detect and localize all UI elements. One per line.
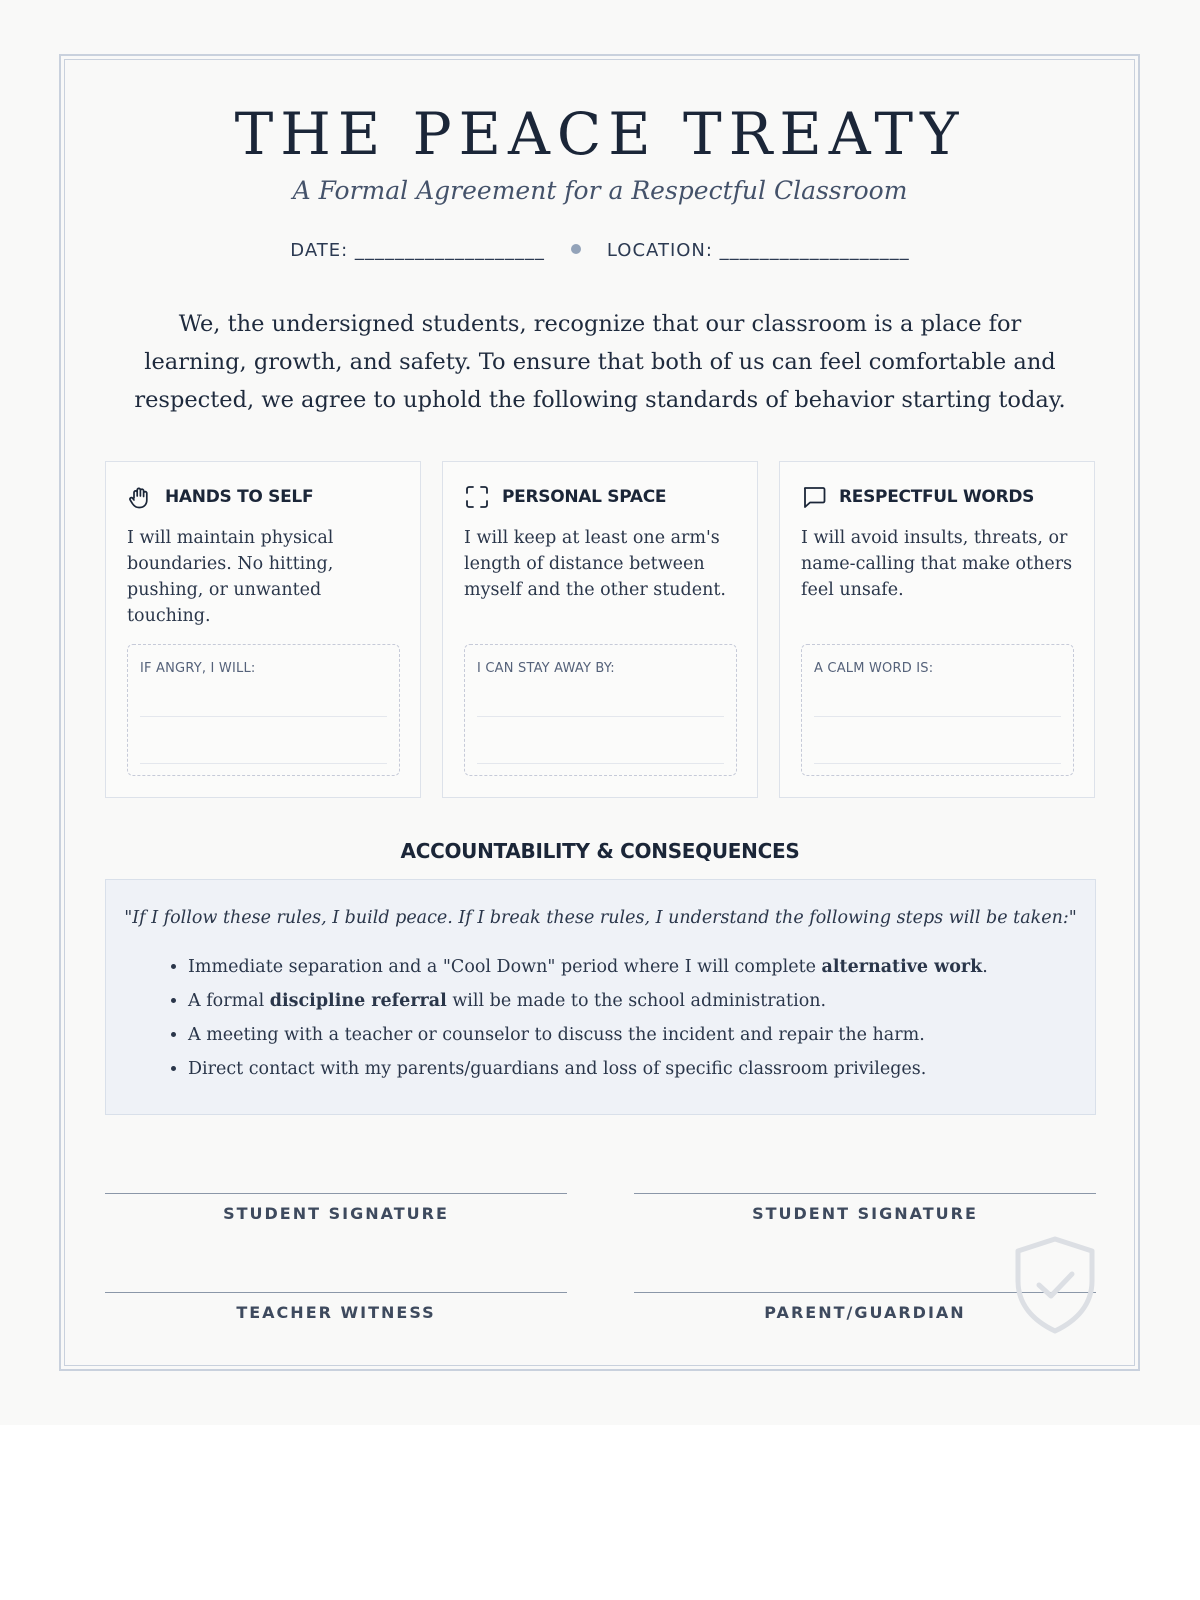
list-item: • A meeting with a teacher or counselor to discuss the incident and repair the harm. bbox=[188, 1022, 988, 1056]
writing-line bbox=[140, 716, 387, 717]
card-text: I will maintain physical boundaries. No hitting, pushing, or unwanted touching. bbox=[127, 528, 334, 626]
card-title: RESPECTFUL WORDS bbox=[839, 487, 1035, 507]
rule-card-hands bbox=[105, 461, 421, 798]
shield-check-icon bbox=[1012, 1235, 1098, 1335]
prompt-label: I CAN STAY AWAY BY: bbox=[477, 661, 615, 676]
meta-line bbox=[0, 240, 1200, 261]
student-signature-line-1[interactable]: STUDENT SIGNATURE bbox=[105, 1193, 567, 1223]
prompt-label: IF ANGRY, I WILL: bbox=[140, 661, 256, 676]
consequences-quote: "If I follow these rules, I build peace. If I break these rules, I understand the following steps will be taken:" bbox=[124, 908, 1077, 928]
card-text: I will avoid insults, threats, or name-calling that make others feel unsafe. bbox=[801, 528, 1073, 600]
writing-line bbox=[814, 763, 1061, 764]
card-header bbox=[464, 484, 666, 510]
rule-card-space bbox=[442, 461, 758, 798]
prompt-box[interactable] bbox=[801, 644, 1074, 776]
list-item: • Direct contact with my parents/guardians and loss of specific classroom privileges. bbox=[188, 1056, 988, 1090]
date-field[interactable]: DATE: ___________________ bbox=[290, 240, 545, 261]
card-header bbox=[127, 484, 313, 510]
card-header bbox=[801, 484, 1034, 510]
card-title: HANDS TO SELF bbox=[165, 487, 314, 507]
hand-icon bbox=[127, 484, 153, 510]
accountability-title: ACCOUNTABILITY & CONSEQUENCES bbox=[400, 839, 800, 863]
student-signature-line-2[interactable]: STUDENT SIGNATURE bbox=[634, 1193, 1096, 1223]
writing-line bbox=[477, 763, 724, 764]
rule-card-words bbox=[779, 461, 1095, 798]
writing-line bbox=[477, 716, 724, 717]
teacher-witness-line[interactable]: TEACHER WITNESS bbox=[105, 1292, 567, 1322]
parent-guardian-line[interactable]: PARENT/GUARDIAN bbox=[634, 1292, 1096, 1322]
location-field[interactable]: LOCATION: ___________________ bbox=[606, 240, 910, 261]
writing-line bbox=[140, 763, 387, 764]
prompt-label: A CALM WORD IS: bbox=[814, 661, 934, 676]
list-item: • A formal discipline referral will be made to the school administration. bbox=[188, 988, 988, 1022]
card-text: I will keep at least one arm's length of distance between myself and the other student. bbox=[464, 528, 726, 600]
writing-line bbox=[814, 716, 1061, 717]
card-title: PERSONAL SPACE bbox=[502, 487, 667, 507]
list-item: • Immediate separation and a "Cool Down" period where I will complete alternative work. bbox=[188, 954, 988, 988]
intro-paragraph: We, the undersigned students, recognize that our classroom is a place for learning, growth, and safety. To ensure that both of us can feel comfortable and respected, we agree to uphold the following standards of behavior starting today. bbox=[134, 311, 1066, 413]
prompt-box[interactable] bbox=[464, 644, 737, 776]
consequences-panel bbox=[105, 879, 1096, 1115]
personal-space-icon bbox=[464, 484, 490, 510]
page-subtitle: A Formal Agreement for a Respectful Classroom bbox=[292, 176, 908, 205]
page-title: THE PEACE TREATY bbox=[234, 100, 966, 168]
prompt-box[interactable] bbox=[127, 644, 400, 776]
speech-bubble-icon bbox=[801, 484, 827, 510]
separator-dot bbox=[571, 244, 581, 254]
consequences-list bbox=[106, 954, 988, 1090]
